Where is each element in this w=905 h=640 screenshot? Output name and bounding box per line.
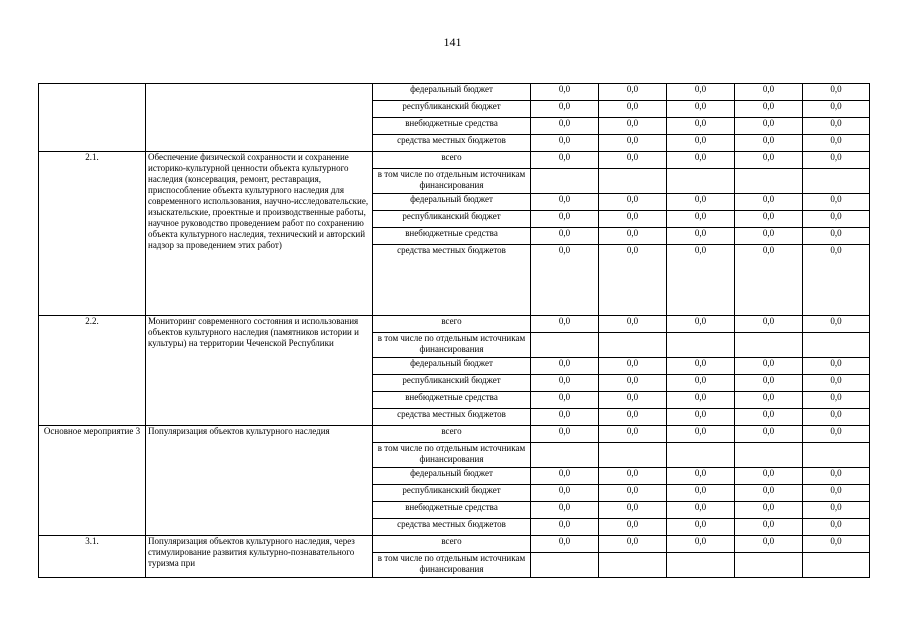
value-cell: 0,0 [735,375,803,392]
empty-cell [735,169,803,194]
value-cell: 0,0 [531,485,599,502]
value-cell: 0,0 [735,485,803,502]
empty-cell [803,333,870,358]
value-cell: 0,0 [667,519,735,536]
value-cell: 0,0 [667,152,735,169]
empty-cell [599,333,667,358]
value-cell: 0,0 [803,485,870,502]
source-label: внебюджетные средства [373,228,531,245]
table-row [39,152,870,169]
value-cell: 0,0 [735,392,803,409]
source-label: республиканский бюджет [373,485,531,502]
value-cell: 0,0 [599,536,667,553]
value-cell: 0,0 [531,152,599,169]
value-cell: 0,0 [531,135,599,152]
empty-cell [735,553,803,578]
value-cell: 0,0 [599,409,667,426]
value-cell: 0,0 [803,194,870,211]
page-number: 141 [443,35,462,49]
source-label: всего [373,316,531,333]
value-cell: 0,0 [599,358,667,375]
item-code [39,84,146,152]
source-label: всего [373,152,531,169]
value-cell: 0,0 [735,519,803,536]
value-cell: 0,0 [599,316,667,333]
value-cell: 0,0 [735,502,803,519]
value-cell: 0,0 [531,468,599,485]
empty-cell [531,443,599,468]
value-cell: 0,0 [803,536,870,553]
value-cell: 0,0 [531,228,599,245]
source-label: средства местных бюджетов [373,245,531,316]
source-label: внебюджетные средства [373,392,531,409]
value-cell: 0,0 [667,468,735,485]
value-cell: 0,0 [667,211,735,228]
value-cell: 0,0 [667,84,735,101]
empty-cell [735,333,803,358]
item-code: 2.2. [39,316,146,426]
value-cell: 0,0 [803,375,870,392]
value-cell: 0,0 [531,519,599,536]
source-label: республиканский бюджет [373,211,531,228]
value-cell: 0,0 [599,135,667,152]
value-cell: 0,0 [803,426,870,443]
empty-cell [531,333,599,358]
value-cell: 0,0 [803,245,870,316]
table-row [39,84,870,101]
value-cell: 0,0 [599,245,667,316]
empty-cell [531,169,599,194]
source-label: в том числе по отдельным источникам финансирования [373,169,531,194]
value-cell: 0,0 [667,118,735,135]
empty-cell [599,169,667,194]
item-code: 3.1. [39,536,146,578]
value-cell: 0,0 [531,375,599,392]
table-row [39,536,870,553]
value-cell: 0,0 [599,101,667,118]
value-cell: 0,0 [667,426,735,443]
value-cell: 0,0 [599,468,667,485]
value-cell: 0,0 [531,211,599,228]
value-cell: 0,0 [735,152,803,169]
value-cell: 0,0 [735,211,803,228]
value-cell: 0,0 [735,316,803,333]
item-code: Основное мероприятие 3 [39,426,146,536]
value-cell: 0,0 [531,409,599,426]
value-cell: 0,0 [803,101,870,118]
value-cell: 0,0 [803,118,870,135]
value-cell: 0,0 [803,502,870,519]
empty-cell [803,443,870,468]
empty-cell [667,169,735,194]
value-cell: 0,0 [667,358,735,375]
value-cell: 0,0 [531,101,599,118]
value-cell: 0,0 [599,194,667,211]
value-cell: 0,0 [667,245,735,316]
value-cell: 0,0 [667,375,735,392]
empty-cell [599,553,667,578]
value-cell: 0,0 [803,84,870,101]
value-cell: 0,0 [803,316,870,333]
table-row [39,426,870,443]
value-cell: 0,0 [599,152,667,169]
source-label: в том числе по отдельным источникам финансирования [373,553,531,578]
source-label: всего [373,536,531,553]
value-cell: 0,0 [667,409,735,426]
value-cell: 0,0 [667,502,735,519]
value-cell: 0,0 [531,392,599,409]
value-cell: 0,0 [667,536,735,553]
value-cell: 0,0 [599,485,667,502]
value-cell: 0,0 [735,101,803,118]
value-cell: 0,0 [803,468,870,485]
value-cell: 0,0 [735,536,803,553]
value-cell: 0,0 [803,135,870,152]
value-cell: 0,0 [599,84,667,101]
value-cell: 0,0 [735,409,803,426]
value-cell: 0,0 [735,358,803,375]
value-cell: 0,0 [735,426,803,443]
source-label: средства местных бюджетов [373,519,531,536]
value-cell: 0,0 [531,118,599,135]
value-cell: 0,0 [599,519,667,536]
value-cell: 0,0 [531,316,599,333]
value-cell: 0,0 [531,502,599,519]
value-cell: 0,0 [599,211,667,228]
financing-table [38,83,870,578]
empty-cell [803,553,870,578]
value-cell: 0,0 [735,468,803,485]
source-label: федеральный бюджет [373,84,531,101]
source-label: всего [373,426,531,443]
item-name: Популяризация объектов культурного наследия [146,426,373,536]
value-cell: 0,0 [735,228,803,245]
value-cell: 0,0 [531,245,599,316]
source-label: средства местных бюджетов [373,135,531,152]
value-cell: 0,0 [803,211,870,228]
source-label: республиканский бюджет [373,375,531,392]
value-cell: 0,0 [667,316,735,333]
value-cell: 0,0 [735,84,803,101]
empty-cell [667,333,735,358]
empty-cell [599,443,667,468]
item-name: Мониторинг современного состояния и использования объектов культурного наследия (памятников истории и культуры) на территории Чеченской Республики [146,316,373,426]
value-cell: 0,0 [531,84,599,101]
value-cell: 0,0 [531,194,599,211]
value-cell: 0,0 [735,118,803,135]
value-cell: 0,0 [599,375,667,392]
value-cell: 0,0 [735,194,803,211]
value-cell: 0,0 [667,392,735,409]
value-cell: 0,0 [531,358,599,375]
source-label: средства местных бюджетов [373,409,531,426]
source-label: внебюджетные средства [373,118,531,135]
value-cell: 0,0 [803,358,870,375]
value-cell: 0,0 [599,118,667,135]
value-cell: 0,0 [531,536,599,553]
value-cell: 0,0 [803,519,870,536]
empty-cell [667,443,735,468]
value-cell: 0,0 [599,392,667,409]
source-label: федеральный бюджет [373,194,531,211]
source-label: федеральный бюджет [373,358,531,375]
item-code: 2.1. [39,152,146,316]
value-cell: 0,0 [803,228,870,245]
value-cell: 0,0 [599,502,667,519]
item-name: Популяризация объектов культурного наследия, через стимулирование развития культурно-познавательного туризма при [146,536,373,578]
value-cell: 0,0 [667,485,735,502]
value-cell: 0,0 [667,135,735,152]
value-cell: 0,0 [803,392,870,409]
value-cell: 0,0 [599,426,667,443]
source-label: в том числе по отдельным источникам финансирования [373,443,531,468]
value-cell: 0,0 [667,101,735,118]
empty-cell [667,553,735,578]
item-name: Обеспечение физической сохранности и сохранение историко-культурной ценности объекта культурного наследия (консервация, ремонт, реставрация, приспособление объекта культурного наследия для современного использования, научно-исследовательские, изыскательские, проектные и производственные работы, научное руководство проведением работ по сохранению объекта культурного наследия, технический и авторский надзор за проведением этих работ) [146,152,373,316]
value-cell: 0,0 [599,228,667,245]
source-label: в том числе по отдельным источникам финансирования [373,333,531,358]
value-cell: 0,0 [735,245,803,316]
value-cell: 0,0 [531,426,599,443]
source-label: федеральный бюджет [373,468,531,485]
table-row [39,316,870,333]
empty-cell [803,169,870,194]
value-cell: 0,0 [667,228,735,245]
value-cell: 0,0 [803,409,870,426]
item-name [146,84,373,152]
value-cell: 0,0 [735,135,803,152]
value-cell: 0,0 [803,152,870,169]
value-cell: 0,0 [667,194,735,211]
empty-cell [531,553,599,578]
source-label: республиканский бюджет [373,101,531,118]
source-label: внебюджетные средства [373,502,531,519]
empty-cell [735,443,803,468]
